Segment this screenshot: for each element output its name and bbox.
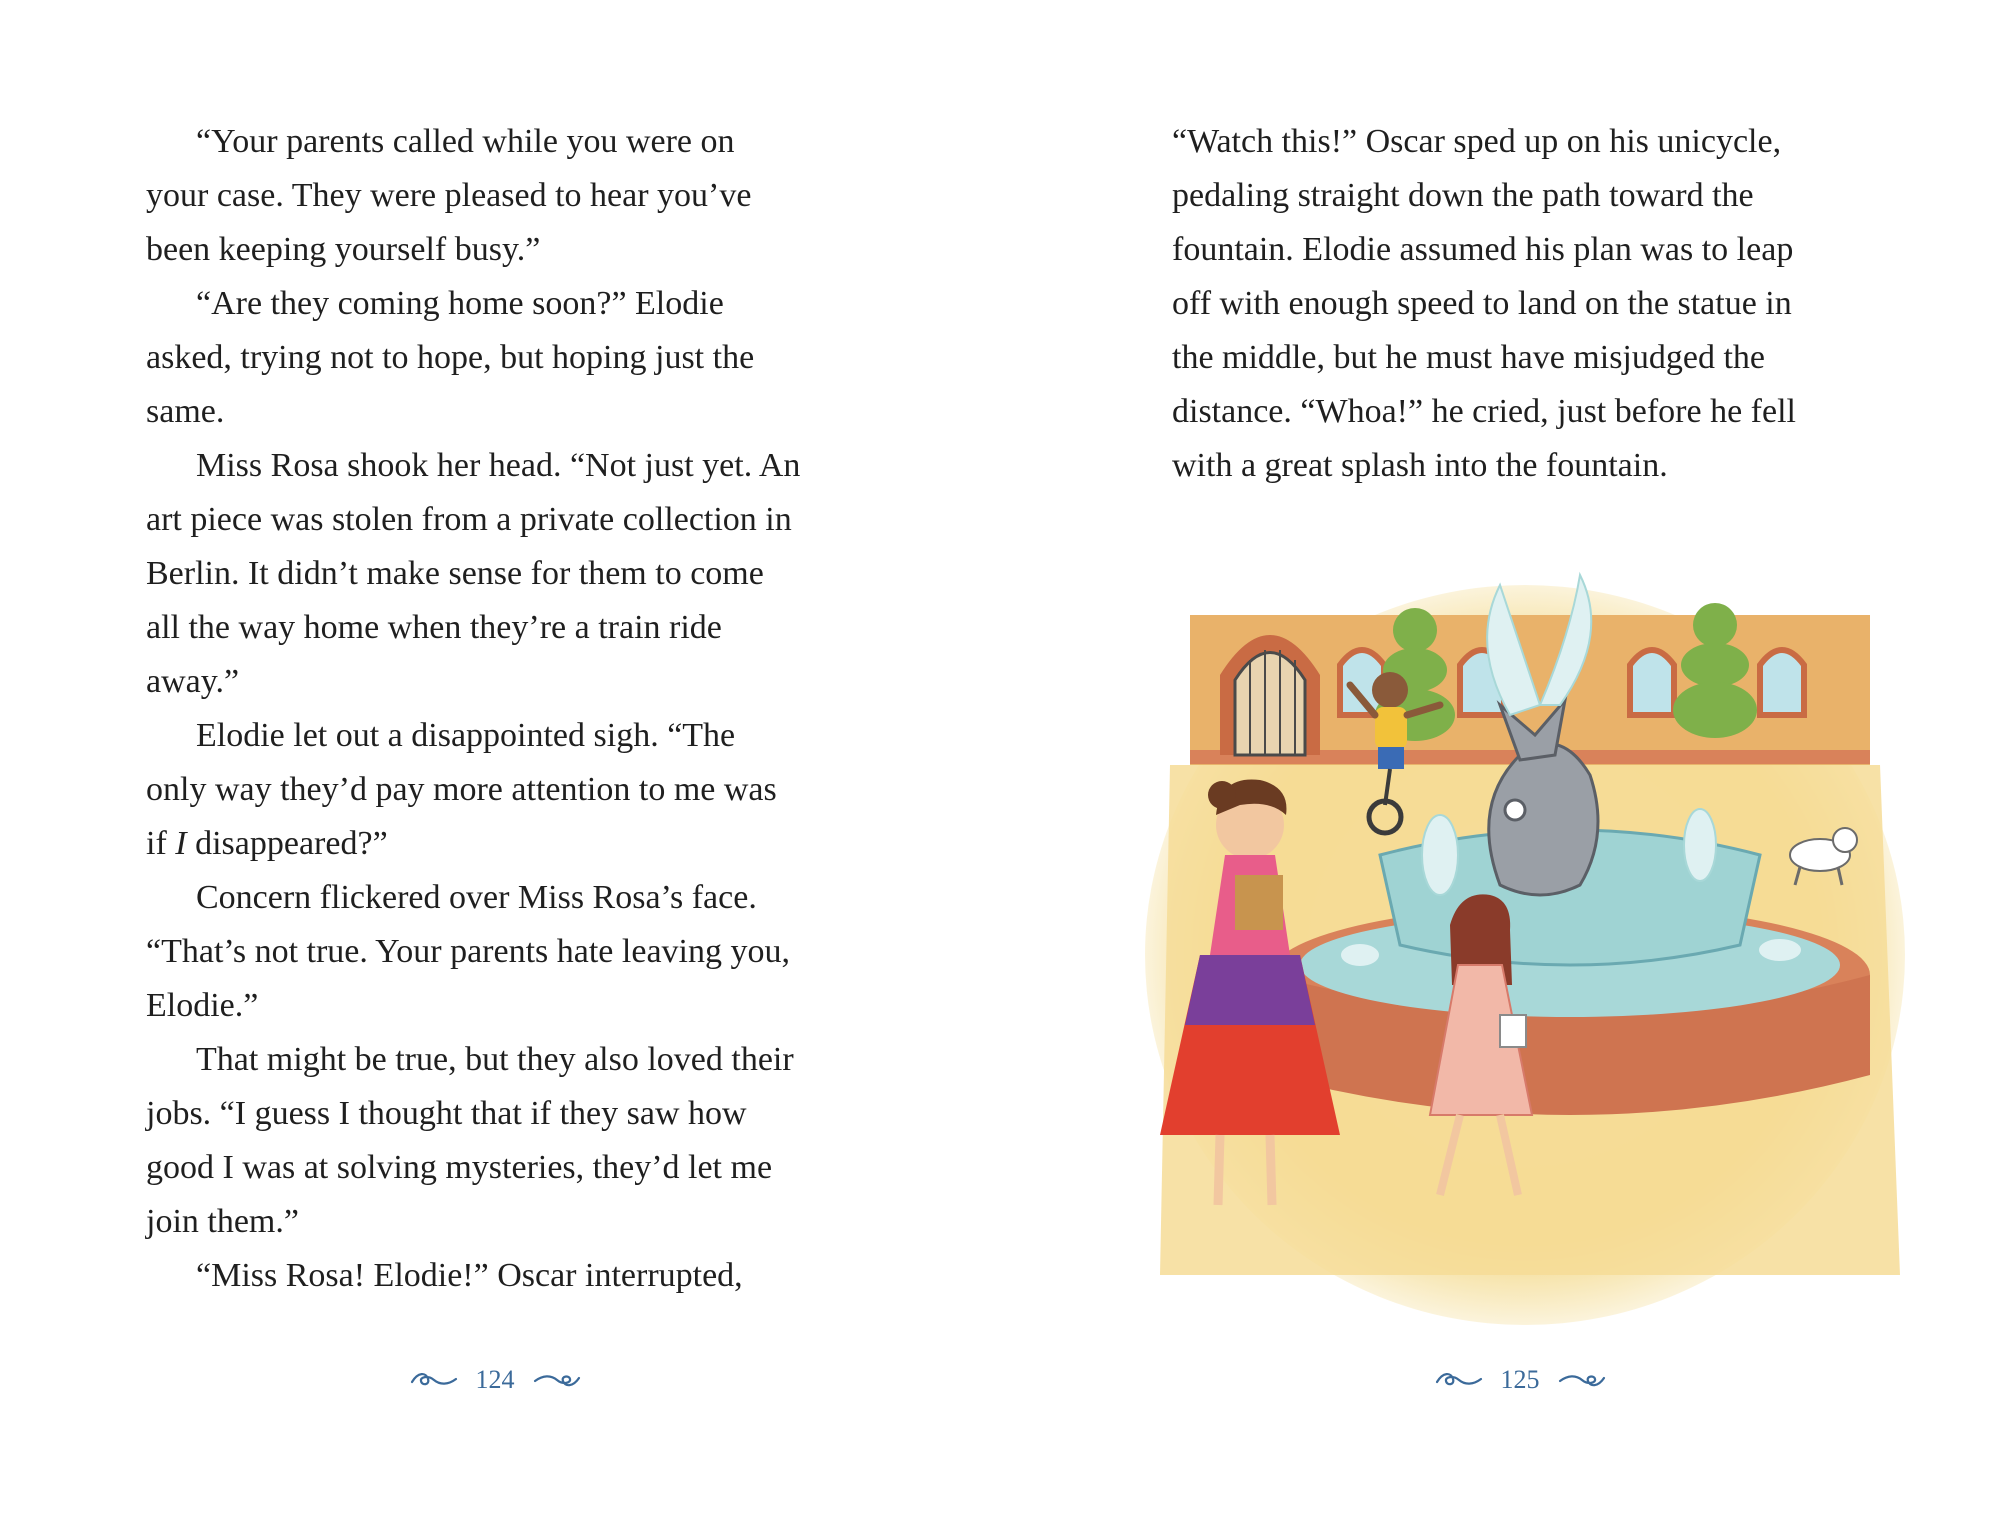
text-line: [146, 763, 866, 817]
text-line: [146, 1087, 866, 1141]
text-line: [146, 709, 866, 763]
italic-text: I: [175, 825, 187, 862]
text-line: [146, 601, 866, 655]
text-segment: only way they’d pay more attention to me was: [146, 771, 777, 808]
text-line: [146, 439, 866, 493]
right-page: [1000, 0, 2000, 1531]
text-line: [146, 1195, 866, 1249]
text-line: [1172, 439, 1892, 493]
text-line: [1172, 385, 1892, 439]
text-line: [146, 277, 866, 331]
text-segment: art piece was stolen from a private collection in: [146, 501, 792, 538]
text-segment: Elodie.”: [146, 987, 259, 1024]
text-line: [146, 925, 866, 979]
ornament-swirl-icon: [410, 1370, 458, 1390]
text-line: [146, 547, 866, 601]
text-line: [1172, 223, 1892, 277]
text-line: [146, 385, 866, 439]
text-line: [146, 1141, 866, 1195]
text-segment: good I was at solving mysteries, they’d let me: [146, 1149, 773, 1186]
text-segment: disappeared?”: [186, 825, 388, 862]
text-segment: Miss Rosa shook her head. “Not just yet. An: [196, 447, 801, 484]
text-segment: off with enough speed to land on the statue in: [1172, 285, 1792, 322]
text-line: [146, 655, 866, 709]
text-line: [146, 979, 866, 1033]
text-segment: “Miss Rosa! Elodie!” Oscar interrupted,: [196, 1257, 743, 1294]
fish-eye: [1505, 800, 1525, 820]
text-segment: join them.”: [146, 1203, 299, 1240]
text-line: [1172, 115, 1892, 169]
text-segment: “Watch this!” Oscar sped up on his unicycle,: [1172, 123, 1782, 160]
page-number-text: 125: [1500, 1365, 1540, 1394]
text-segment: Berlin. It didn’t make sense for them to come: [146, 555, 764, 592]
ornament-swirl-icon: [1435, 1370, 1483, 1390]
text-line: [1172, 169, 1892, 223]
ornament-swirl-icon: [1558, 1370, 1606, 1390]
text-line: [146, 1249, 866, 1303]
ornament-swirl-icon: [533, 1370, 581, 1390]
text-line: [146, 493, 866, 547]
fountain-illustration: [1140, 555, 1910, 1335]
text-segment: the middle, but he must have misjudged the: [1172, 339, 1766, 376]
text-line: [1172, 331, 1892, 385]
text-segment: all the way home when they’re a train ride: [146, 609, 722, 646]
text-segment: if: [146, 825, 176, 862]
text-segment: asked, trying not to hope, but hoping just the: [146, 339, 755, 376]
text-line: [146, 115, 866, 169]
text-segment: fountain. Elodie assumed his plan was to leap: [1172, 231, 1794, 268]
text-line: [146, 871, 866, 925]
page-number-text: 124: [475, 1365, 515, 1394]
page-number-right: [1370, 1360, 1670, 1400]
text-line: [146, 817, 866, 871]
text-segment: your case. They were pleased to hear you’ve: [146, 177, 752, 214]
right-page-text: [1172, 115, 1892, 493]
text-line: [146, 331, 866, 385]
text-segment: with a great splash into the fountain.: [1172, 447, 1668, 484]
text-segment: away.”: [146, 663, 240, 700]
text-segment: “That’s not true. Your parents hate leaving you,: [146, 933, 790, 970]
text-line: [146, 1033, 866, 1087]
text-segment: That might be true, but they also loved their: [196, 1041, 794, 1078]
text-segment: same.: [146, 393, 225, 430]
text-segment: Elodie let out a disappointed sigh. “The: [196, 717, 736, 754]
text-segment: “Your parents called while you were on: [196, 123, 735, 160]
page-number-left: [345, 1360, 645, 1400]
text-segment: pedaling straight down the path toward the: [1172, 177, 1754, 214]
text-segment: jobs. “I guess I thought that if they saw how: [146, 1095, 747, 1132]
text-segment: Concern flickered over Miss Rosa’s face.: [196, 879, 757, 916]
text-line: [146, 169, 866, 223]
text-line: [1172, 277, 1892, 331]
text-segment: been keeping yourself busy.”: [146, 231, 541, 268]
left-page-text: [146, 115, 866, 1303]
text-segment: “Are they coming home soon?” Elodie: [196, 285, 724, 322]
text-line: [146, 223, 866, 277]
text-segment: distance. “Whoa!” he cried, just before he fell: [1172, 393, 1796, 430]
